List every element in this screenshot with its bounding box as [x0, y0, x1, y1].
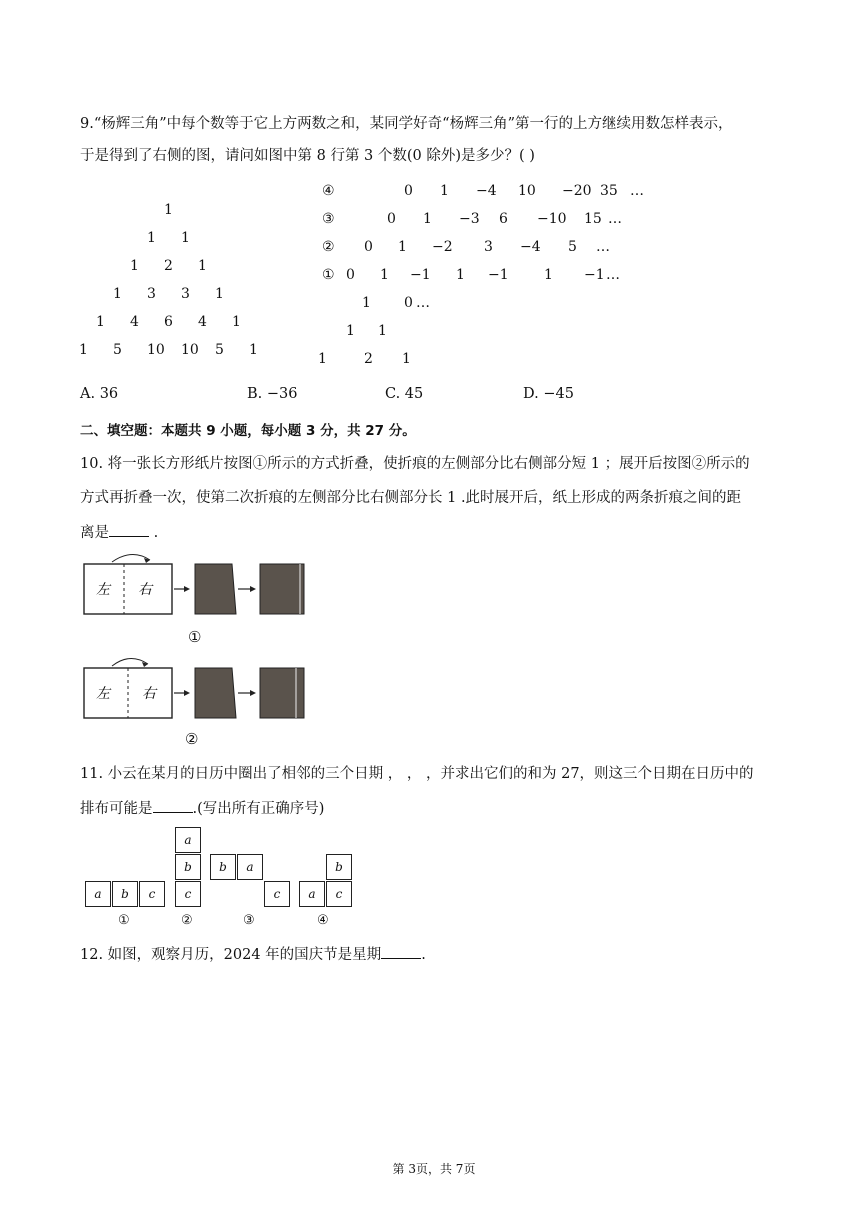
fold-caption-1: ①	[188, 628, 202, 646]
cell-a: a	[175, 827, 201, 853]
q11-line2-prefix: 排布可能是	[80, 801, 153, 817]
cell-c: c	[264, 881, 290, 907]
triangle-cell: 5	[568, 239, 577, 255]
cell-c: c	[326, 881, 352, 907]
triangle-number: 4	[198, 314, 207, 330]
q12-line	[80, 944, 426, 965]
triangle-cell: −4	[476, 183, 497, 199]
triangle-number: 1	[79, 342, 88, 358]
folded-paper	[195, 564, 236, 614]
row-marker: ②	[322, 239, 335, 255]
triangle-number: 6	[164, 314, 173, 330]
q9-option-d: D. −45	[523, 386, 574, 402]
triangle-cell: 0	[387, 211, 396, 227]
cell-b: b	[175, 854, 201, 880]
triangle-number: 1	[181, 230, 190, 246]
q9-line2: 于是得到了右侧的图，请问如图中第 8 行第 3 个数(0 除外)是多少？( )	[80, 148, 535, 164]
q12-suffix: .	[421, 947, 426, 963]
section-heading: 二、填空题：本题共 9 小题，每小题 3 分，共 27 分。	[80, 423, 416, 439]
q12-prefix: 12. 如图，观察月历，2024 年的国庆节是星期	[80, 947, 382, 963]
triangle-cell: 0	[364, 239, 373, 255]
triangle-cell: −1	[410, 267, 431, 283]
triangle-cell: −1	[584, 267, 605, 283]
triangle-number: 5	[215, 342, 224, 358]
q11-line2	[80, 798, 324, 819]
triangle-cell: 1	[423, 211, 432, 227]
q10-answer-blank	[109, 522, 149, 537]
triangle-number: 1	[130, 258, 139, 274]
row-marker: ④	[322, 183, 335, 199]
triangle-number: 4	[130, 314, 139, 330]
row-marker: ③	[322, 211, 335, 227]
page-footer: 第 3页，共 7页	[392, 1162, 476, 1176]
triangle-cell: −2	[432, 239, 453, 255]
q10-line3-suffix: .	[149, 525, 159, 541]
triangle-number: 10	[181, 342, 199, 358]
triangle-cell: −3	[459, 211, 480, 227]
triangle-number: 1	[113, 286, 122, 302]
triangle-cell: −10	[537, 211, 567, 227]
triangle-cell: 1	[544, 267, 553, 283]
left-label: 左	[96, 582, 110, 598]
triangle-number: 1	[249, 342, 258, 358]
arrangement-caption-1: ①	[118, 913, 130, 928]
triangle-cell: 0	[404, 183, 413, 199]
arrangement-caption-3: ③	[243, 913, 255, 928]
cell-a: a	[237, 854, 263, 880]
cell-b: b	[210, 854, 236, 880]
q11-line2-suffix: .(写出所有正确序号)	[192, 801, 325, 817]
triangle-cell: 6	[499, 211, 508, 227]
q10-line1: 10. 将一张长方形纸片按图①所示的方式折叠，使折痕的左侧部分比右侧部分短 1 ；展开后按图②所示的	[80, 456, 750, 472]
triangle-cell: …	[608, 211, 622, 227]
triangle-number: 1	[215, 286, 224, 302]
row-marker: ①	[322, 267, 335, 283]
triangle-cell: −1	[488, 267, 509, 283]
triangle-number: 3	[181, 286, 190, 302]
right-label: 右	[142, 686, 156, 702]
triangle-cell: 1	[318, 351, 327, 367]
cell-b: b	[326, 854, 352, 880]
triangle-cell: …	[416, 295, 430, 311]
triangle-cell: −20	[562, 183, 592, 199]
q10-line2: 方式再折叠一次，使第二次折痕的左侧部分比右侧部分长 1 .此时展开后，纸上形成的两条折痕之间的距	[80, 490, 742, 506]
triangle-number: 5	[113, 342, 122, 358]
triangle-cell: 1	[380, 267, 389, 283]
cell-a: a	[85, 881, 111, 907]
q9-option-c: C. 45	[385, 386, 424, 402]
triangle-cell: 1	[402, 351, 411, 367]
triangle-number: 1	[164, 202, 173, 218]
triangle-cell: 35	[600, 183, 618, 199]
fold-caption-2: ②	[185, 730, 199, 748]
fold-figure-2	[82, 656, 312, 726]
triangle-cell: …	[606, 267, 620, 283]
folded-paper-final	[260, 668, 304, 718]
triangle-cell: 1	[440, 183, 449, 199]
fold-figure-1	[82, 552, 312, 622]
triangle-cell: 1	[456, 267, 465, 283]
triangle-cell: 2	[364, 351, 373, 367]
q10-line3-prefix: 离是	[80, 525, 109, 541]
cell-c: c	[139, 881, 165, 907]
q9-line1: 9.“杨辉三角”中每个数等于它上方两数之和，某同学好奇“杨辉三角”第一行的上方继续用数怎样表示，	[80, 116, 733, 132]
q11-line1: 11. 小云在某月的日历中圈出了相邻的三个日期 ， ， ，并求出它们的和为 27，则这三个日期在日历中的	[80, 766, 754, 782]
q10-line3	[80, 522, 158, 543]
triangle-cell: 10	[518, 183, 536, 199]
triangle-cell: 3	[484, 239, 493, 255]
triangle-number: 2	[164, 258, 173, 274]
triangle-number: 1	[198, 258, 207, 274]
folded-paper-final	[260, 564, 304, 614]
cell-a: a	[299, 881, 325, 907]
triangle-cell: 15	[584, 211, 602, 227]
triangle-number: 1	[96, 314, 105, 330]
triangle-cell: 0	[346, 267, 355, 283]
arrangement-caption-2: ②	[181, 913, 193, 928]
arrangement-caption-4: ④	[317, 913, 329, 928]
triangle-cell: 1	[398, 239, 407, 255]
triangle-cell: 1	[378, 323, 387, 339]
q9-option-a: A. 36	[80, 386, 119, 402]
triangle-cell: −4	[520, 239, 541, 255]
triangle-cell: 1	[362, 295, 371, 311]
triangle-cell: 1	[346, 323, 355, 339]
triangle-number: 1	[232, 314, 241, 330]
triangle-cell: 0	[404, 295, 413, 311]
triangle-number: 3	[147, 286, 156, 302]
triangle-cell: …	[596, 239, 610, 255]
triangle-cell: …	[630, 183, 644, 199]
q11-answer-blank	[153, 798, 193, 813]
triangle-number: 10	[147, 342, 165, 358]
cell-c: c	[175, 881, 201, 907]
right-label: 右	[138, 582, 152, 598]
cell-b: b	[112, 881, 138, 907]
triangle-number: 1	[147, 230, 156, 246]
q9-option-b: B. −36	[247, 386, 298, 402]
q12-answer-blank	[381, 944, 421, 959]
folded-paper	[195, 668, 236, 718]
left-label: 左	[96, 686, 110, 702]
